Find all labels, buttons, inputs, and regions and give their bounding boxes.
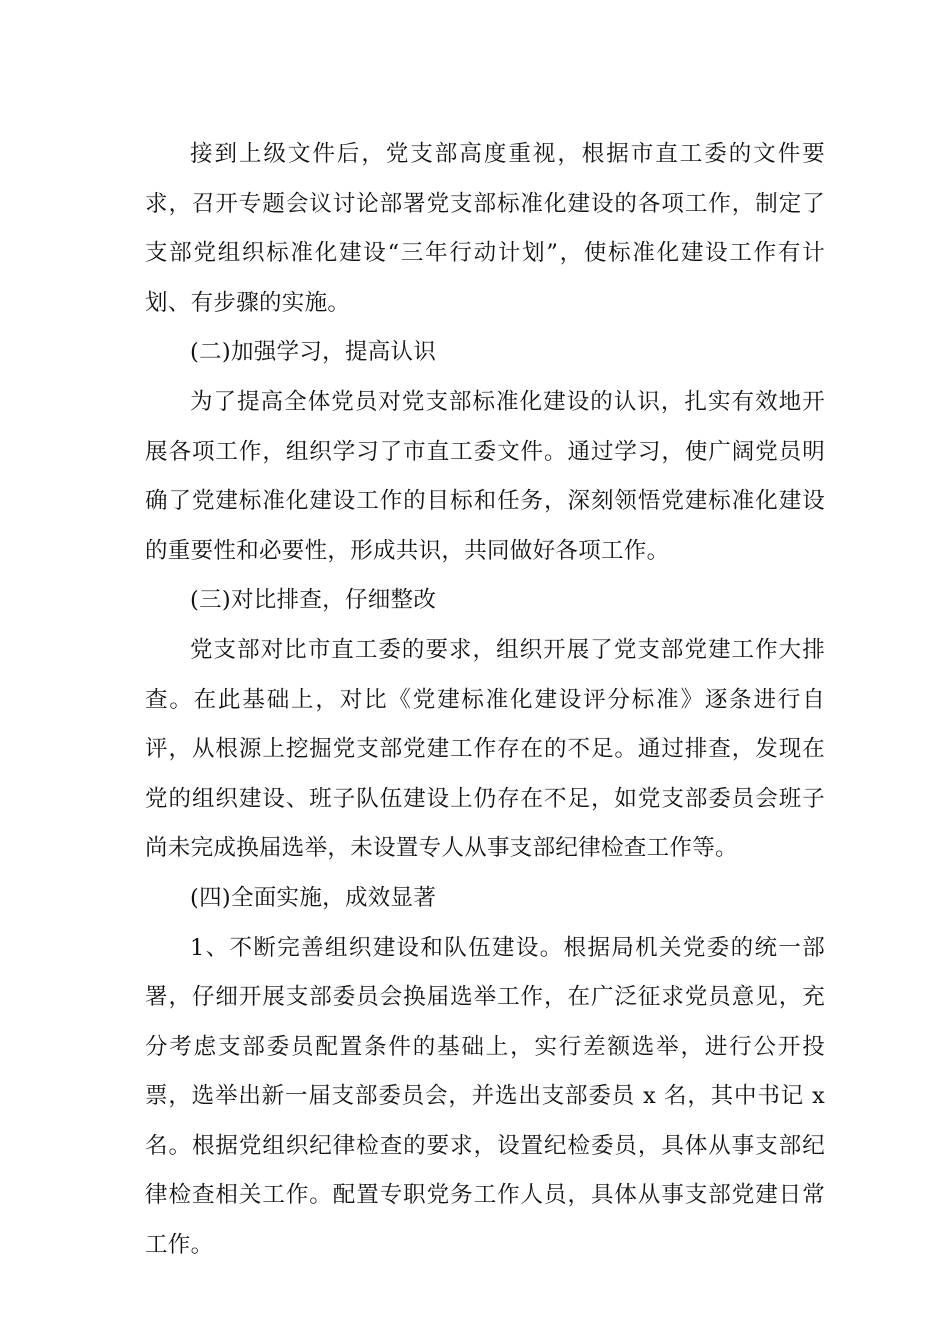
paragraph-intro: 接到上级文件后，党支部高度重视，根据市直工委的文件要求，召开专题会议讨论部署党支部标准化建设的各项工作，制定了支部党组织标准化建设“三年行动计划”，使标准化建设工作有计划、有步骤的实施。 — [145, 141, 825, 316]
paragraph-inspection: 党支部对比市直工委的要求，组织开展了党支部党建工作大排查。在此基础上，对比《党建标准化建设评分标准》逐条进行自评，从根源上挖掘党支部党建工作存在的不足。通过排查，发现在党的组织建设、班子队伍建设上仍存在不足，如党支部委员会班子尚未完成换届选举，未设置专人从事支部纪律检查工作等。 — [145, 636, 825, 862]
section-heading-3: (三)对比排查，仔细整改 — [190, 587, 437, 614]
section-heading-2: (二)加强学习，提高认识 — [190, 339, 437, 366]
paragraph-study: 为了提高全体党员对党支部标准化建设的认识，扎实有效地开展各项工作，组织学习了市直工委文件。通过学习，使广阔党员明确了党建标准化建设工作的目标和任务，深刻领悟党建标准化建设的重要性和必要性，形成共识，共同做好各项工作。 — [145, 388, 825, 564]
paragraph-implementation: 1、不断完善组织建设和队伍建设。根据局机关党委的统一部署，仔细开展支部委员会换届选举工作，在广泛征求党员意见，充分考虑支部委员配置条件的基础上，实行差额选举，进行公开投票，选举出新一届支部委员会，并选出支部委员 x 名，其中书记 x 名。根据党组织纪律检查的要求，设置纪检委员，具体从事支部纪律检查相关工作。配置专职党务工作人员，具体从事支部党建日常工作。 — [145, 934, 825, 1259]
document-page — [145, 130, 825, 1271]
section-heading-4: (四)全面实施，成效显著 — [190, 884, 437, 911]
